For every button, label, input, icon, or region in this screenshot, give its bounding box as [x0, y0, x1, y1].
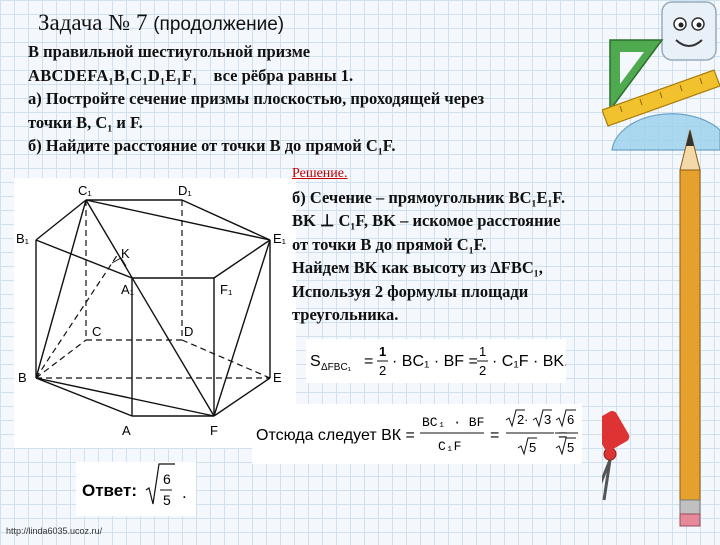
label-a: A [122, 423, 131, 438]
formula2-frac2-num-b: 3 [544, 412, 552, 427]
formula2-eq1: = [490, 427, 500, 444]
answer-box [76, 462, 196, 516]
label-c1: C₁ [78, 183, 92, 198]
formula2-eq2: = [558, 427, 568, 444]
formula2-frac3-num: 6 [567, 412, 575, 427]
formula2-frac3-den: 5 [567, 440, 575, 455]
solution-block [292, 162, 672, 327]
formula2-text: Отсюда следует ВК = [256, 427, 415, 444]
solution-line4: Найдем BK как высоту из ΔFBC₁, [292, 258, 543, 277]
solution-line5: Используя 2 формулы площади [292, 281, 529, 301]
formula2-frac1-num: BC₁ · BF [422, 415, 485, 430]
smiley-icon [662, 2, 716, 60]
formula2-frac2-dot: · [524, 412, 529, 427]
edges-text: все рёбра равны 1. [213, 65, 354, 85]
label-f: F [210, 423, 218, 438]
answer-num: 6 [163, 471, 171, 487]
pencil-icon [680, 130, 700, 526]
condition-line2 [28, 64, 608, 88]
condition-line1: В правильной шестиугольной призме [28, 42, 311, 61]
prism-name: ABCDEFA₁B₁C₁D₁E₁F₁ [28, 65, 198, 85]
problem-statement [28, 40, 608, 158]
title-paren: (продолжение) [153, 14, 285, 35]
footer-url: http://linda6035.ucoz.ru/ [6, 526, 103, 536]
label-e1: E₁ [273, 231, 287, 246]
solution-heading: Решение. [292, 166, 348, 181]
label-e: E [273, 370, 282, 385]
part-b: б) Найдите расстояние от точки B до прямой C₁F. [28, 136, 396, 155]
formula1-half2-num: 1 [479, 344, 487, 359]
bk-formula [252, 404, 582, 464]
formula2-frac2-den: 5 [529, 440, 537, 455]
formula1-half2-den: 2 [479, 363, 487, 378]
formula1-eq: = [364, 353, 374, 370]
solution-line1: б) Сечение – прямоугольник BC₁E₁F. [292, 187, 566, 207]
compass-icon [602, 409, 631, 505]
answer-den: 5 [163, 492, 171, 508]
label-c: C [92, 324, 102, 339]
formula1-term2: · C₁F · BK. [492, 353, 566, 370]
title-main: Задача № 7 [38, 10, 148, 35]
part-a-line2: точки B, C₁ и F. [28, 112, 143, 132]
label-b: B [18, 370, 27, 385]
label-b1: B₁ [16, 231, 30, 246]
prism-edges [36, 200, 270, 416]
formula1-s: S [310, 353, 321, 370]
label-d: D [184, 324, 194, 339]
area-formula [306, 339, 566, 383]
formula1-term1: · BC₁ · BF = [392, 353, 478, 370]
answer-label: Ответ: [82, 481, 137, 500]
formula1-half1-num: 1 [379, 344, 387, 359]
formula2-frac1-den: C₁F [438, 439, 462, 454]
part-a-line1: а) Постройте сечение призмы плоскостью, проходящей через [28, 89, 485, 108]
solution-line6: треугольника. [292, 305, 399, 324]
page-title [38, 10, 284, 36]
label-a1: A₁ [121, 282, 135, 297]
label-k: K [121, 246, 130, 261]
solution-line3: от точки B до прямой C₁F. [292, 234, 487, 254]
formula1-half1-den: 2 [379, 363, 387, 378]
formula2-frac2-num-a: 2 [517, 412, 525, 427]
answer-dot: . [182, 483, 187, 502]
formula1-sub: ΔFBC₁ [321, 362, 352, 373]
label-f1: F₁ [220, 282, 233, 297]
solution-line2: BK ⊥ C₁F, BK – искомое расстояние [292, 211, 561, 230]
label-d1: D₁ [178, 183, 192, 198]
